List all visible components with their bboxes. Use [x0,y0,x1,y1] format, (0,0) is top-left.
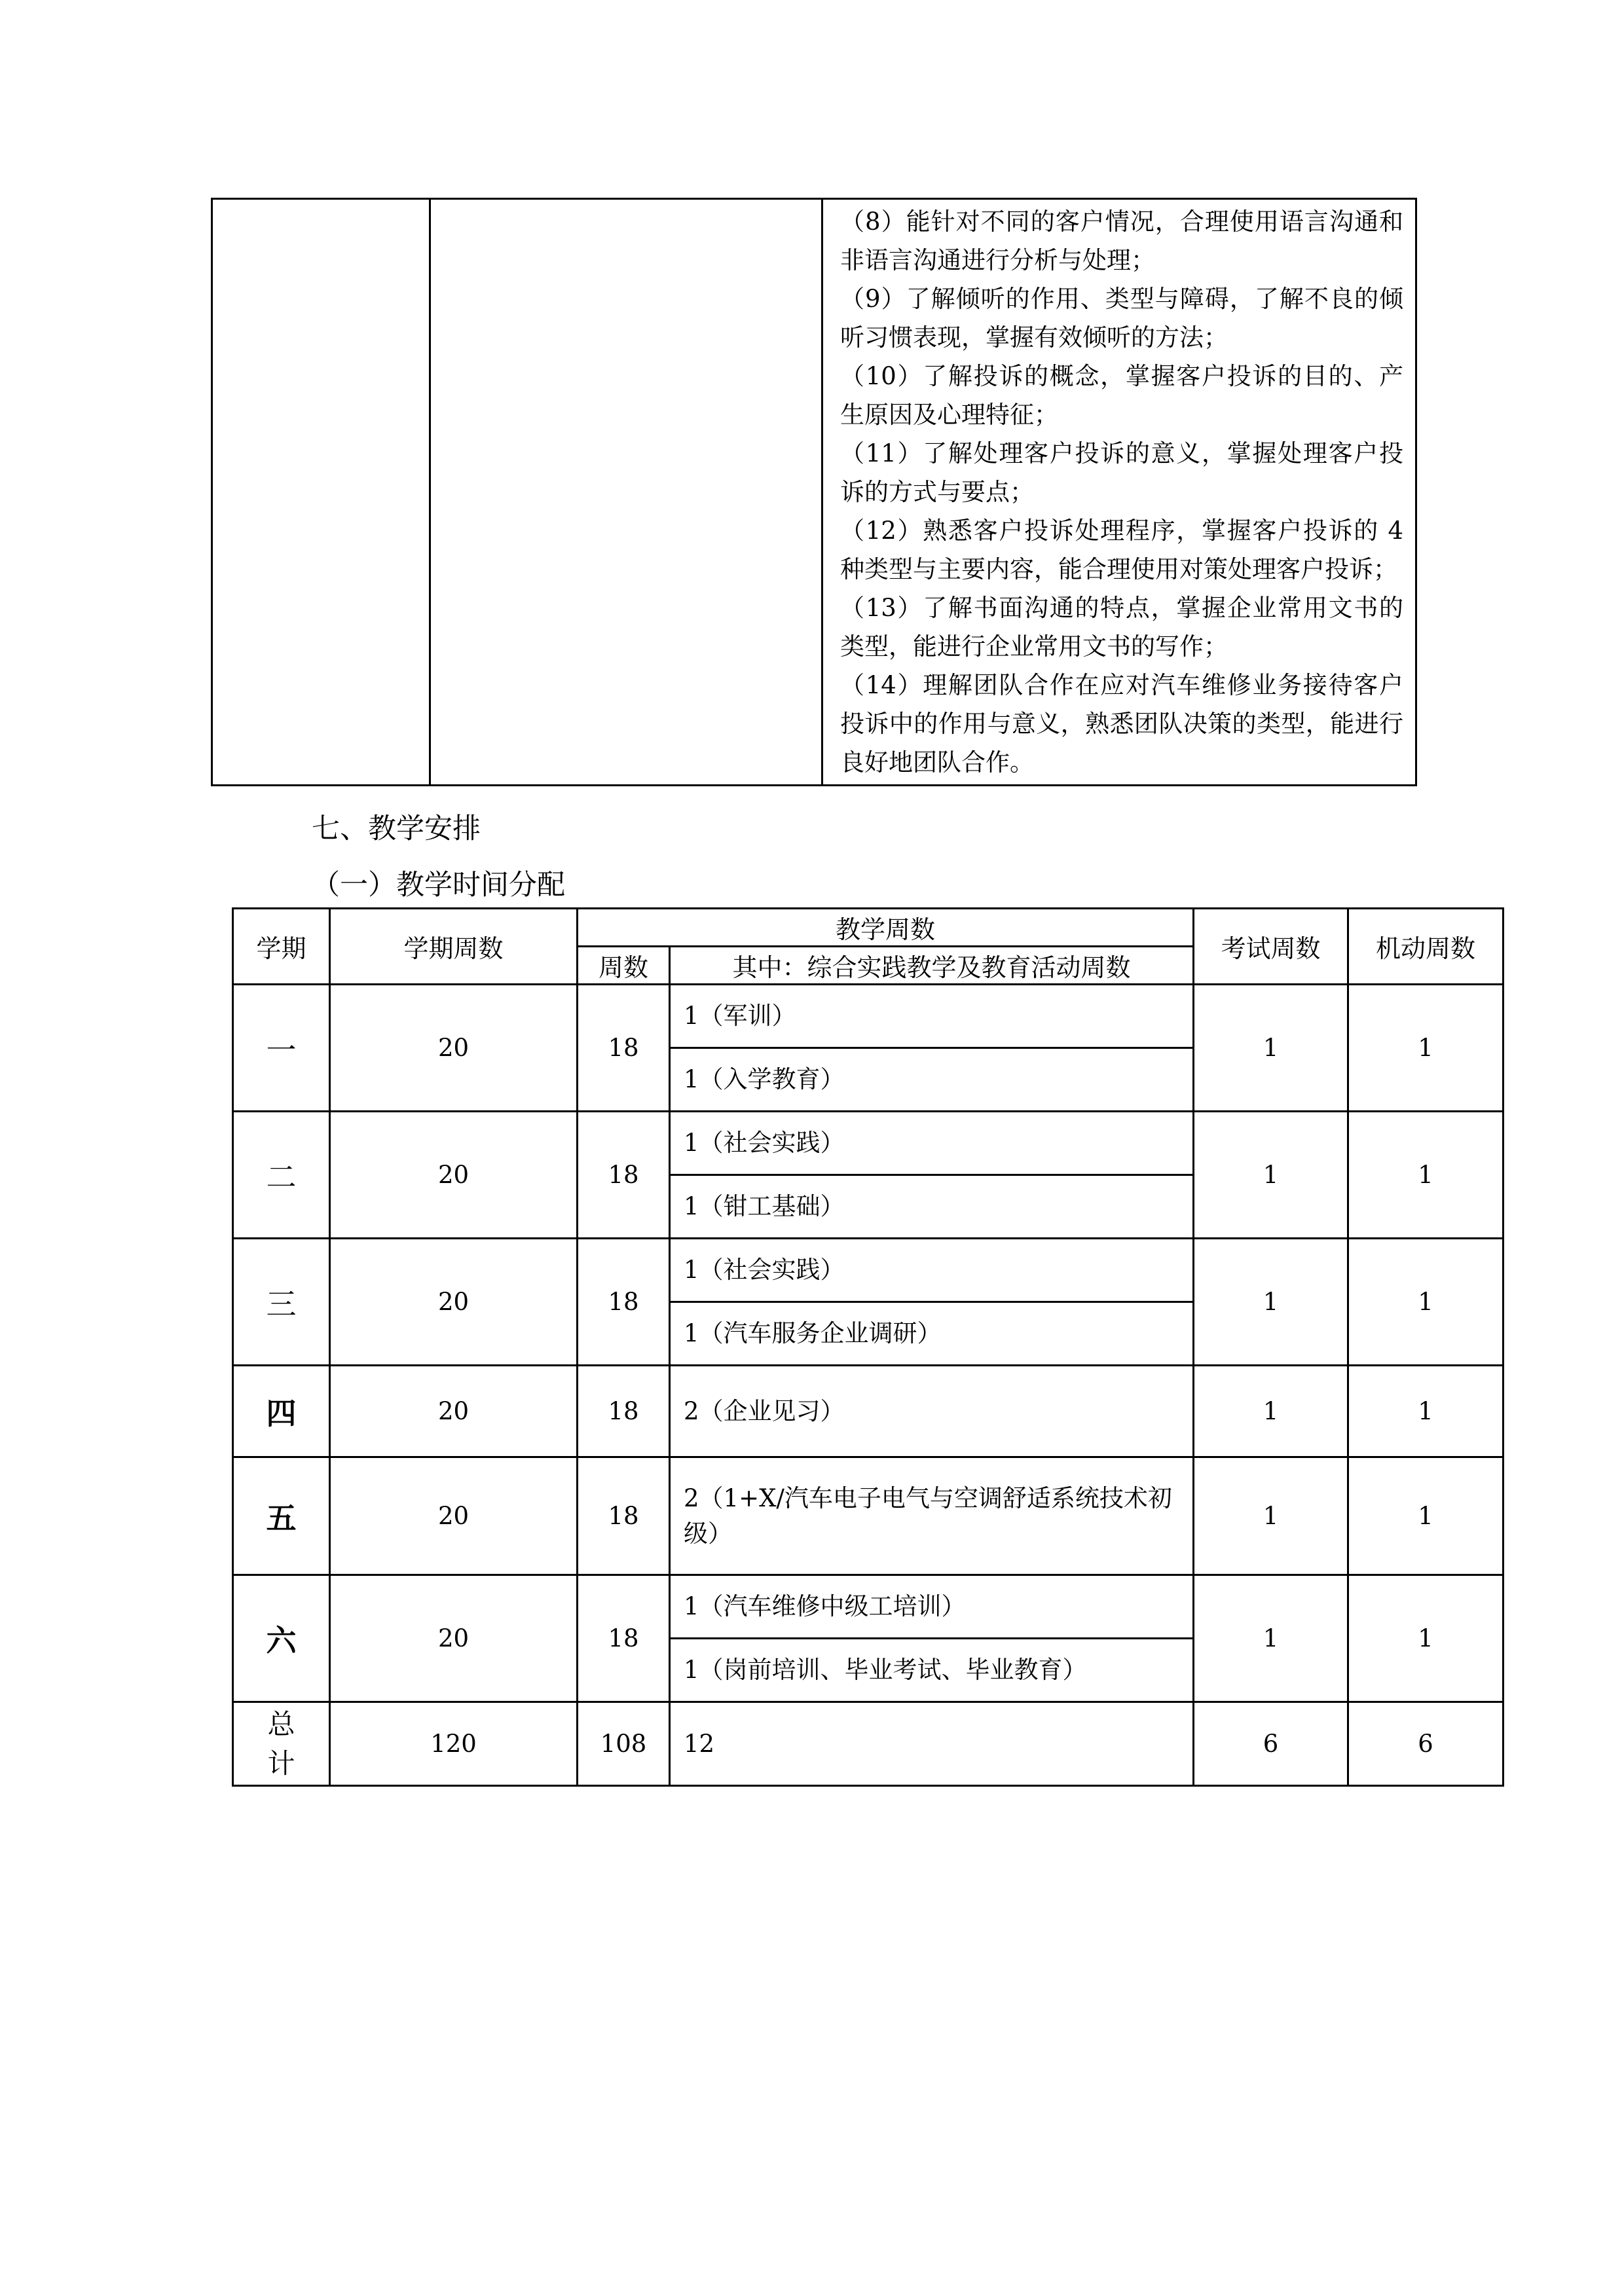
header-row [233,909,1504,947]
term-weeks-cell: 20 [330,1239,578,1366]
table-row [233,985,1504,1048]
term-weeks-cell: 20 [330,1366,578,1457]
weeks-cell: 18 [578,1457,670,1575]
section-title: 七、教学安排 [312,812,481,845]
table-row [233,1457,1504,1575]
header-term-weeks: 学期周数 [330,909,578,985]
activity-cell: 1（社会实践） [670,1239,1194,1302]
total-exam-weeks-cell: 6 [1194,1702,1348,1786]
total-weeks-cell: 108 [578,1702,670,1786]
weeks-cell: 18 [578,1112,670,1239]
activity-cell: 2（企业见习） [670,1366,1194,1457]
header-practice-weeks: 其中：综合实践教学及教育活动周数 [670,947,1194,985]
table-row [233,1366,1504,1457]
objective-item: （8）能针对不同的客户情况，合理使用语言沟通和非语言沟通进行分析与处理； [840,208,1403,274]
total-row [233,1702,1504,1786]
activity-cell: 1（岗前培训、毕业考试、毕业教育） [670,1639,1194,1702]
activity-cell: 2（1+X/汽车电子电气与空调舒适系统技术初级） [670,1457,1194,1575]
term-cell: 四 [233,1366,330,1457]
exam-weeks-cell: 1 [1194,985,1348,1112]
total-label-line: 计 [267,1747,295,1779]
table-row [212,199,1416,786]
header-weeks: 周数 [578,947,670,985]
objective-item: （10）了解投诉的概念，掌握客户投诉的目的、产生原因及心理特征； [840,362,1403,429]
header-exam-weeks: 考试周数 [1194,909,1348,985]
exam-weeks-cell: 1 [1194,1239,1348,1366]
total-flexible-weeks-cell: 6 [1348,1702,1504,1786]
activity-cell: 1（军训） [670,985,1194,1048]
activity-cell: 1（汽车维修中级工培训） [670,1575,1194,1639]
term-weeks-cell: 20 [330,985,578,1112]
total-label-line: 总 [267,1707,295,1740]
objective-item: （11）了解处理客户投诉的意义，掌握处理客户投诉的方式与要点； [840,439,1403,506]
total-term-weeks-cell: 120 [330,1702,578,1786]
flexible-weeks-cell: 1 [1348,985,1504,1112]
subsection-title: （一）教学时间分配 [312,869,565,902]
flexible-weeks-cell: 1 [1348,1366,1504,1457]
objective-item: （13）了解书面沟通的特点，掌握企业常用文书的类型，能进行企业常用文书的写作； [840,594,1403,661]
table-row [233,1112,1504,1175]
weeks-cell: 18 [578,1239,670,1366]
table-row [233,1239,1504,1302]
activity-cell: 1（入学教育） [670,1048,1194,1112]
activity-cell: 1（钳工基础） [670,1175,1194,1239]
objective-item: （9）了解倾听的作用、类型与障碍，了解不良的倾听习惯表现，掌握有效倾听的方法； [840,285,1403,352]
term-cell: 一 [233,985,330,1112]
exam-weeks-cell: 1 [1194,1112,1348,1239]
teaching-schedule-table [232,907,1504,1787]
term-cell: 二 [233,1112,330,1239]
weeks-cell: 18 [578,1366,670,1457]
term-cell: 五 [233,1457,330,1575]
weeks-cell: 18 [578,985,670,1112]
weeks-cell: 18 [578,1575,670,1702]
objective-item: （12）熟悉客户投诉处理程序，掌握客户投诉的 4 种类型与主要内容，能合理使用对策处理客户投诉； [840,517,1403,583]
header-teaching-weeks: 教学周数 [578,909,1194,947]
flexible-weeks-cell: 1 [1348,1575,1504,1702]
header-flexible-weeks: 机动周数 [1348,909,1504,985]
exam-weeks-cell: 1 [1194,1575,1348,1702]
objectives-cell [822,199,1416,786]
total-practice-weeks-cell: 12 [670,1702,1194,1786]
exam-weeks-cell: 1 [1194,1457,1348,1575]
term-cell: 六 [233,1575,330,1702]
total-label-cell [233,1702,330,1786]
flexible-weeks-cell: 1 [1348,1112,1504,1239]
term-cell: 三 [233,1239,330,1366]
empty-cell [212,199,430,786]
activity-cell: 1（社会实践） [670,1112,1194,1175]
table-row [233,1575,1504,1639]
exam-weeks-cell: 1 [1194,1366,1348,1457]
objective-item: （14）理解团队合作在应对汽车维修业务接待客户投诉中的作用与意义，熟悉团队决策的类型，能进行良好地团队合作。 [840,671,1403,776]
flexible-weeks-cell: 1 [1348,1457,1504,1575]
flexible-weeks-cell: 1 [1348,1239,1504,1366]
activity-cell: 1（汽车服务企业调研） [670,1302,1194,1366]
header-term: 学期 [233,909,330,985]
empty-cell [430,199,822,786]
objectives-table [211,198,1417,786]
term-weeks-cell: 20 [330,1457,578,1575]
term-weeks-cell: 20 [330,1575,578,1702]
term-weeks-cell: 20 [330,1112,578,1239]
